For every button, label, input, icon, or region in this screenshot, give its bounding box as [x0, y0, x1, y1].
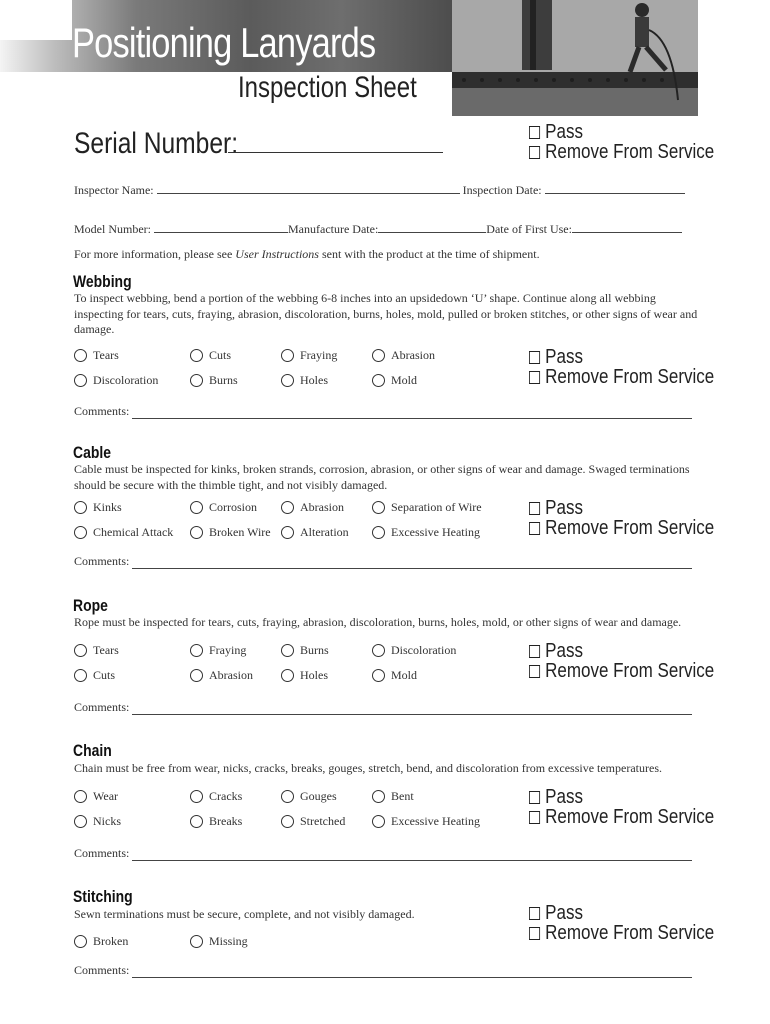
chain-option[interactable] [372, 789, 414, 803]
radio-icon[interactable] [281, 501, 294, 514]
remove-checkbox[interactable] [529, 522, 540, 535]
radio-icon[interactable] [281, 374, 294, 387]
banner-corner [0, 0, 72, 40]
webbing-option[interactable] [190, 348, 231, 362]
chain-description: Chain must be free from wear, nicks, cracks, breaks, gouges, stretch, bend, and discoloration from excessive temperatures. [74, 761, 662, 775]
radio-icon[interactable] [372, 349, 385, 362]
option-label: Fraying [300, 348, 338, 362]
radio-icon[interactable] [190, 790, 203, 803]
radio-icon[interactable] [190, 526, 203, 539]
model-row [74, 221, 682, 236]
option-label: Stretched [300, 814, 346, 828]
chain-option[interactable] [281, 789, 337, 803]
comments-label: Comments: [74, 846, 130, 860]
webbing-option[interactable] [372, 373, 417, 387]
option-label: Burns [209, 373, 238, 387]
webbing-option[interactable] [74, 348, 119, 362]
pass-checkbox[interactable] [529, 907, 540, 920]
radio-icon[interactable] [372, 669, 385, 682]
pass-label: Pass [545, 346, 583, 368]
radio-icon[interactable] [74, 669, 87, 682]
radio-icon[interactable] [372, 815, 385, 828]
option-label: Mold [391, 373, 418, 387]
remove-checkbox[interactable] [529, 811, 540, 824]
comments-field[interactable] [132, 703, 692, 715]
option-label: Abrasion [391, 348, 435, 362]
option-label: Cracks [209, 789, 243, 803]
header-photo [452, 0, 698, 116]
chain-result [529, 787, 714, 827]
option-label: Breaks [209, 814, 243, 828]
cable-option[interactable] [74, 500, 122, 514]
webbing-result [529, 347, 714, 387]
rope-option[interactable] [281, 668, 328, 682]
pass-checkbox[interactable] [529, 645, 540, 658]
radio-icon[interactable] [281, 349, 294, 362]
info-suffix: sent with the product at the time of shipment. [318, 247, 540, 261]
radio-icon[interactable] [74, 790, 87, 803]
chain-title: Chain [73, 741, 112, 760]
webbing-option[interactable] [281, 348, 337, 362]
chain-option[interactable] [190, 814, 242, 828]
page-title: Positioning Lanyards [72, 19, 376, 66]
radio-icon[interactable] [372, 526, 385, 539]
comments-label: Comments: [74, 700, 130, 714]
webbing-option[interactable] [281, 373, 328, 387]
option-label: Separation of Wire [391, 500, 482, 514]
remove-label: Remove From Service [545, 517, 715, 539]
info-user-instructions: User Instructions [235, 247, 319, 261]
cable-option[interactable] [372, 525, 480, 539]
remove-checkbox[interactable] [529, 371, 540, 384]
cable-option[interactable] [281, 500, 344, 514]
radio-icon[interactable] [281, 669, 294, 682]
rope-option[interactable] [74, 668, 115, 682]
comments-field[interactable] [132, 849, 692, 861]
radio-icon[interactable] [190, 815, 203, 828]
radio-icon[interactable] [74, 526, 87, 539]
webbing-title: Webbing [73, 272, 132, 291]
option-label: Holes [300, 668, 328, 682]
info-prefix: For more information, please see [74, 247, 236, 261]
comments-field[interactable] [132, 557, 692, 569]
serial-number-label: Serial Number: [74, 127, 239, 160]
radio-icon[interactable] [74, 374, 87, 387]
remove-label: Remove From Service [545, 141, 715, 163]
option-label: Gouges [300, 789, 337, 803]
cable-option[interactable] [281, 525, 349, 539]
chain-option[interactable] [281, 814, 345, 828]
remove-label: Remove From Service [545, 366, 715, 388]
pass-checkbox[interactable] [529, 126, 540, 139]
inspection-date-label: Inspection Date: [462, 183, 542, 197]
cable-comments [74, 554, 692, 569]
radio-icon[interactable] [190, 935, 203, 948]
cable-result [529, 498, 714, 538]
overall-result [529, 122, 714, 162]
model-number-field[interactable] [154, 221, 288, 233]
option-label: Discoloration [93, 373, 159, 387]
rope-option[interactable] [372, 668, 417, 682]
comments-label: Comments: [74, 963, 130, 977]
rope-result [529, 641, 714, 681]
cable-description: Cable must be inspected for kinks, broken strands, corrosion, abrasion, or other signs of wear and damage. Swaged terminations should be secure with the thimble tight, and not visibly damaged. [74, 462, 690, 492]
remove-checkbox[interactable] [529, 927, 540, 940]
stitching-title: Stitching [73, 887, 133, 906]
pass-checkbox[interactable] [529, 791, 540, 804]
stitching-description: Sewn terminations must be secure, complete, and not visibly damaged. [74, 907, 415, 921]
comments-field[interactable] [132, 407, 692, 419]
option-label: Excessive Heating [391, 525, 480, 539]
option-label: Kinks [93, 500, 122, 514]
radio-icon[interactable] [372, 501, 385, 514]
chain-option[interactable] [190, 789, 242, 803]
stitching-option[interactable] [190, 934, 248, 948]
remove-label: Remove From Service [545, 660, 715, 682]
cable-option[interactable] [190, 500, 257, 514]
option-label: Chemical Attack [93, 525, 174, 539]
radio-icon[interactable] [281, 644, 294, 657]
stitching-result [529, 903, 714, 943]
option-label: Missing [209, 934, 248, 948]
rope-description: Rope must be inspected for tears, cuts, fraying, abrasion, discoloration, burns, holes, mold, or other signs of wear and damage. [74, 615, 682, 629]
option-label: Cuts [209, 348, 232, 362]
option-label: Cuts [93, 668, 116, 682]
remove-label: Remove From Service [545, 806, 715, 828]
radio-icon[interactable] [74, 349, 87, 362]
page-subtitle: Inspection Sheet [238, 71, 417, 104]
pass-label: Pass [545, 497, 583, 519]
option-label: Broken [93, 934, 129, 948]
first-use-label: Date of First Use: [486, 222, 572, 236]
chain-option[interactable] [74, 789, 118, 803]
rope-option[interactable] [372, 643, 456, 657]
option-label: Holes [300, 373, 328, 387]
pass-label: Pass [545, 640, 583, 662]
radio-icon[interactable] [190, 349, 203, 362]
webbing-option[interactable] [190, 373, 238, 387]
option-label: Excessive Heating [391, 814, 480, 828]
serial-number-field[interactable] [228, 152, 443, 153]
radio-icon[interactable] [190, 374, 203, 387]
option-label: Nicks [93, 814, 121, 828]
radio-icon[interactable] [372, 790, 385, 803]
manufacture-date-label: Manufacture Date: [288, 222, 379, 236]
radio-icon[interactable] [190, 669, 203, 682]
radio-icon[interactable] [281, 815, 294, 828]
model-number-label: Model Number: [74, 222, 151, 236]
option-label: Broken Wire [209, 525, 271, 539]
option-label: Discoloration [391, 643, 457, 657]
radio-icon[interactable] [372, 374, 385, 387]
info-note [74, 247, 540, 261]
pass-label: Pass [545, 786, 583, 808]
option-label: Burns [300, 643, 329, 657]
comments-label: Comments: [74, 554, 130, 568]
rope-comments [74, 700, 692, 715]
radio-icon[interactable] [74, 815, 87, 828]
chain-option[interactable] [74, 814, 121, 828]
pass-label: Pass [545, 902, 583, 924]
header-banner [0, 0, 770, 118]
radio-icon[interactable] [281, 790, 294, 803]
option-label: Abrasion [209, 668, 253, 682]
webbing-option[interactable] [74, 373, 158, 387]
remove-checkbox[interactable] [529, 146, 540, 159]
cable-option[interactable] [372, 500, 482, 514]
inspector-row [74, 182, 685, 197]
option-label: Fraying [209, 643, 247, 657]
cable-option[interactable] [190, 525, 271, 539]
option-label: Alteration [300, 525, 349, 539]
chain-option[interactable] [372, 814, 480, 828]
chain-comments [74, 846, 692, 861]
option-label: Tears [93, 348, 119, 362]
pass-checkbox[interactable] [529, 502, 540, 515]
remove-label: Remove From Service [545, 922, 715, 944]
webbing-comments [74, 404, 692, 419]
inspection-date-field[interactable] [545, 182, 685, 194]
pass-label: Pass [545, 121, 583, 143]
rope-option[interactable] [74, 643, 119, 657]
inspector-name-field[interactable] [157, 182, 460, 194]
pass-checkbox[interactable] [529, 351, 540, 364]
webbing-description: To inspect webbing, bend a portion of the webbing 6-8 inches into an upsidedown ‘U’ shape. Continue along all webbing inspecting for tears, cuts, fraying, abrasion, discoloration, burns, holes, mold, pulled or broken stitches, or other signs of wear and damage. [74, 291, 698, 336]
option-label: Mold [391, 668, 418, 682]
rope-option[interactable] [190, 643, 246, 657]
option-label: Corrosion [209, 500, 257, 514]
cable-option[interactable] [74, 525, 173, 539]
worker-photo-illustration [452, 0, 698, 116]
radio-icon[interactable] [190, 644, 203, 657]
radio-icon[interactable] [74, 935, 87, 948]
radio-icon[interactable] [372, 644, 385, 657]
remove-checkbox[interactable] [529, 665, 540, 678]
rope-option[interactable] [281, 643, 329, 657]
rope-title: Rope [73, 596, 108, 615]
option-label: Bent [391, 789, 414, 803]
rope-option[interactable] [190, 668, 253, 682]
radio-icon[interactable] [281, 526, 294, 539]
comments-field[interactable] [132, 966, 692, 978]
option-label: Abrasion [300, 500, 344, 514]
option-label: Wear [93, 789, 119, 803]
option-label: Tears [93, 643, 119, 657]
radio-icon[interactable] [74, 644, 87, 657]
stitching-comments [74, 963, 692, 978]
radio-icon[interactable] [190, 501, 203, 514]
webbing-option[interactable] [372, 348, 435, 362]
cable-title: Cable [73, 443, 111, 462]
radio-icon[interactable] [74, 501, 87, 514]
comments-label: Comments: [74, 404, 130, 418]
inspector-name-label: Inspector Name: [74, 183, 154, 197]
stitching-option[interactable] [74, 934, 128, 948]
first-use-field[interactable] [572, 221, 682, 233]
manufacture-date-field[interactable] [378, 221, 486, 233]
